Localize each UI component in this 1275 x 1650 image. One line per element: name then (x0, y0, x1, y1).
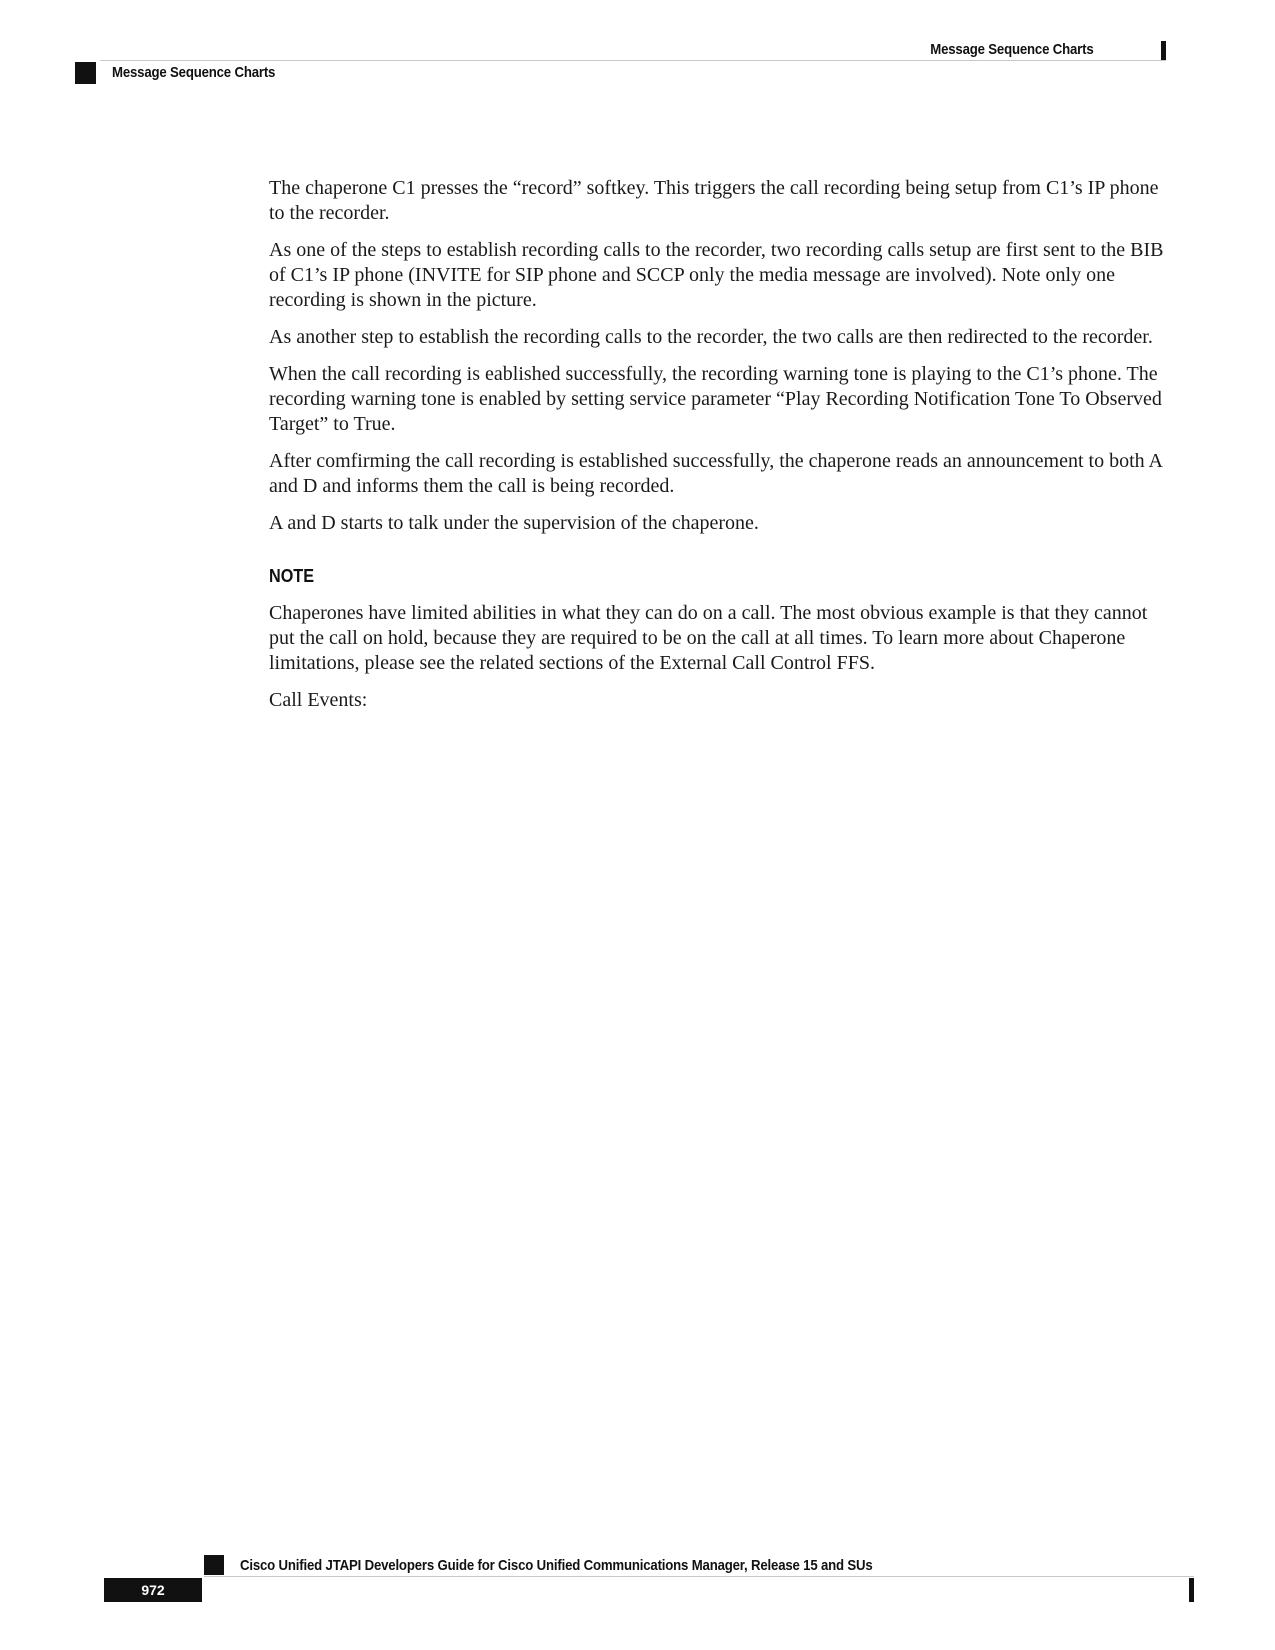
page-content (269, 176, 1169, 725)
footer-marker-block (204, 1555, 224, 1575)
paragraph-record-softkey: The chaperone C1 presses the “record” softkey. This triggers the call recording being setup from C1’s IP phone to the recorder. (269, 177, 1159, 224)
paragraph-redirect: As another step to establish the recording calls to the recorder, the two calls are then redirected to the recorder. (269, 326, 1153, 348)
note-text: Chaperones have limited abilities in what they can do on a call. The most obvious example is that they cannot put the call on hold, because they are required to be on the call at all times. To learn more about Chaperone limitations, please see the related sections of the External Call Control FFS. (269, 602, 1148, 674)
page-number: 972 (104, 1578, 202, 1602)
running-header-left: Message Sequence Charts (112, 64, 276, 81)
header-rule (100, 60, 1166, 61)
footer-book-title: Cisco Unified JTAPI Developers Guide for Cisco Unified Communications Manager, Release 15 and SUs (240, 1557, 873, 1574)
paragraph-announcement: After comfirming the call recording is established successfully, the chaperone reads an announcement to both A and D and informs them the call is being recorded. (269, 450, 1162, 497)
header-marker-block (75, 62, 96, 84)
call-events-label: Call Events: (269, 689, 368, 711)
footer-rule (204, 1576, 1194, 1577)
paragraph-talk: A and D starts to talk under the supervision of the chaperone. (269, 512, 759, 534)
paragraph-recording-setup: As one of the steps to establish recording calls to the recorder, two recording calls setup are first sent to the BIB of C1’s IP phone (INVITE for SIP phone and SCCP only the media message are involved). Note only one recording is shown in the picture. (269, 239, 1164, 311)
running-header-right: Message Sequence Charts (929, 41, 1093, 58)
paragraph-warning-tone: When the call recording is eablished successfully, the recording warning tone is playing to the C1’s phone. The recording warning tone is enabled by setting service parameter “Play Recording Notification Tone To Observed Target” to True. (269, 363, 1162, 435)
footer-marker-bar (1189, 1578, 1194, 1602)
note-heading: NOTE (269, 566, 315, 586)
header-marker-bar (1161, 41, 1166, 61)
